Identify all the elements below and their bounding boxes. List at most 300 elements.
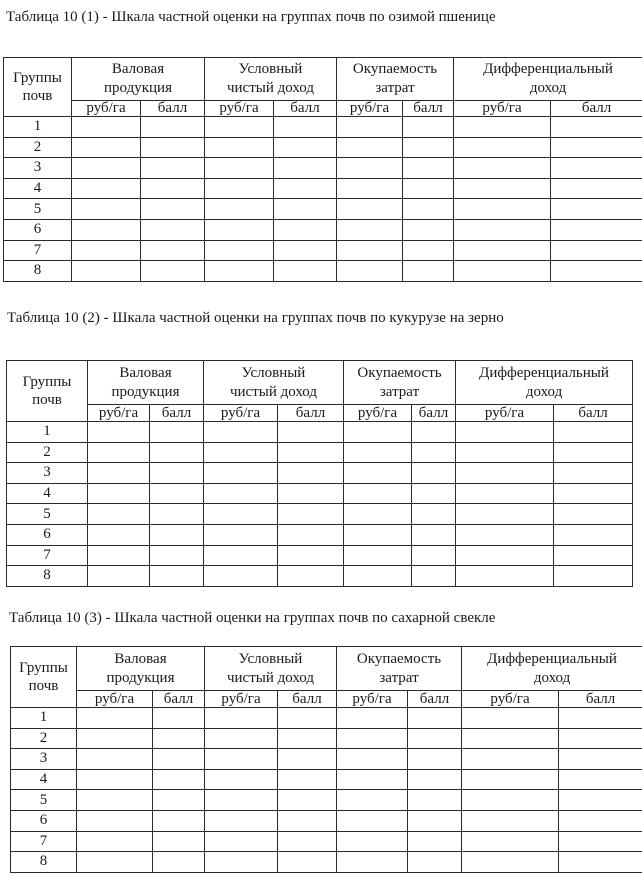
table-row <box>7 442 633 463</box>
empty-cell <box>554 483 633 504</box>
empty-cell <box>337 261 403 282</box>
header-line: Группы <box>22 374 72 390</box>
table-row <box>7 504 633 525</box>
empty-cell <box>454 178 551 199</box>
table-row <box>4 117 642 138</box>
empty-cell <box>278 831 337 852</box>
header-unit: балл <box>408 691 462 708</box>
header-indicator <box>337 58 454 101</box>
table-row <box>4 261 642 282</box>
row-group-number: 5 <box>11 790 77 811</box>
empty-cell <box>205 831 278 852</box>
header-line: Валовая <box>114 650 167 667</box>
header-indicator <box>204 361 344 405</box>
empty-cell <box>551 240 642 261</box>
empty-cell <box>88 524 150 545</box>
empty-cell <box>153 708 205 729</box>
empty-cell <box>204 463 278 484</box>
empty-cell <box>278 810 337 831</box>
empty-cell <box>150 504 204 525</box>
header-indicator <box>205 58 337 101</box>
header-line: затрат <box>379 383 420 400</box>
header-unit: балл <box>559 691 642 708</box>
empty-cell <box>337 219 403 240</box>
empty-cell <box>344 566 412 587</box>
empty-cell <box>559 852 642 873</box>
empty-cell <box>205 790 278 811</box>
header-indicator <box>456 361 633 405</box>
empty-cell <box>454 261 551 282</box>
row-group-number: 6 <box>4 219 72 240</box>
empty-cell <box>77 852 153 873</box>
empty-cell <box>462 831 559 852</box>
empty-cell <box>337 708 408 729</box>
table-row <box>11 790 642 811</box>
header-indicator <box>88 361 204 405</box>
header-unit: балл <box>274 101 337 117</box>
header-indicator <box>205 647 337 691</box>
empty-cell <box>337 178 403 199</box>
table-row <box>7 463 633 484</box>
header-line: Дифференциальный <box>483 61 613 77</box>
empty-cell <box>403 240 454 261</box>
empty-cell <box>278 749 337 770</box>
table-row <box>4 219 642 240</box>
row-group-number: 7 <box>11 831 77 852</box>
header-unit: руб/га <box>456 405 554 422</box>
empty-cell <box>278 790 337 811</box>
empty-cell <box>153 728 205 749</box>
empty-cell <box>153 810 205 831</box>
empty-cell <box>77 728 153 749</box>
row-group-number: 4 <box>7 483 88 504</box>
empty-cell <box>278 545 344 566</box>
empty-cell <box>77 769 153 790</box>
header-unit: балл <box>141 101 205 117</box>
empty-cell <box>551 137 642 158</box>
header-indicator <box>337 647 462 691</box>
assessment-table <box>6 360 633 587</box>
empty-cell <box>141 158 205 179</box>
header-line: Дифференциальный <box>487 650 617 667</box>
empty-cell <box>554 524 633 545</box>
empty-cell <box>274 199 337 220</box>
empty-cell <box>274 137 337 158</box>
empty-cell <box>205 749 278 770</box>
empty-cell <box>141 137 205 158</box>
empty-cell <box>77 831 153 852</box>
header-line: почв <box>32 392 62 408</box>
header-line: почв <box>22 88 53 104</box>
header-unit: руб/га <box>205 101 274 117</box>
empty-cell <box>337 769 408 790</box>
empty-cell <box>559 790 642 811</box>
header-line: доход <box>525 383 563 400</box>
row-group-number: 1 <box>4 117 72 138</box>
empty-cell <box>204 566 278 587</box>
empty-cell <box>141 219 205 240</box>
header-line: продукция <box>106 669 175 686</box>
header-line: чистый доход <box>226 669 315 686</box>
empty-cell <box>274 240 337 261</box>
empty-cell <box>205 117 274 138</box>
empty-cell <box>403 178 454 199</box>
empty-cell <box>274 178 337 199</box>
empty-cell <box>454 117 551 138</box>
empty-cell <box>554 545 633 566</box>
table-row <box>7 422 633 443</box>
row-group-number: 4 <box>4 178 72 199</box>
empty-cell <box>456 422 554 443</box>
empty-cell <box>403 117 454 138</box>
row-group-number: 2 <box>11 728 77 749</box>
empty-cell <box>88 545 150 566</box>
header-line: чистый доход <box>229 383 318 400</box>
empty-cell <box>205 769 278 790</box>
table-row <box>11 708 642 729</box>
header-line: Условный <box>241 364 306 381</box>
empty-cell <box>204 422 278 443</box>
header-unit: руб/га <box>344 405 412 422</box>
empty-cell <box>205 219 274 240</box>
empty-cell <box>551 219 642 240</box>
empty-cell <box>408 749 462 770</box>
header-line: почв <box>28 678 59 694</box>
empty-cell <box>141 199 205 220</box>
empty-cell <box>344 524 412 545</box>
empty-cell <box>456 566 554 587</box>
empty-cell <box>141 240 205 261</box>
empty-cell <box>408 790 462 811</box>
empty-cell <box>88 504 150 525</box>
header-unit: балл <box>554 405 633 422</box>
empty-cell <box>337 790 408 811</box>
empty-cell <box>344 483 412 504</box>
header-unit: руб/га <box>88 405 150 422</box>
empty-cell <box>274 117 337 138</box>
empty-cell <box>344 463 412 484</box>
empty-cell <box>150 442 204 463</box>
empty-cell <box>559 769 642 790</box>
empty-cell <box>559 708 642 729</box>
empty-cell <box>72 158 141 179</box>
empty-cell <box>337 810 408 831</box>
empty-cell <box>412 566 456 587</box>
header-indicator <box>77 647 205 691</box>
empty-cell <box>408 708 462 729</box>
header-unit: руб/га <box>337 101 403 117</box>
empty-cell <box>88 442 150 463</box>
empty-cell <box>337 831 408 852</box>
table-row <box>4 178 642 199</box>
header-soil-groups <box>4 58 72 117</box>
header-unit: балл <box>153 691 205 708</box>
empty-cell <box>150 524 204 545</box>
header-line: Дифференциальный <box>479 364 609 381</box>
empty-cell <box>559 728 642 749</box>
empty-cell <box>141 261 205 282</box>
empty-cell <box>205 158 274 179</box>
empty-cell <box>153 749 205 770</box>
header-unit: руб/га <box>72 101 141 117</box>
empty-cell <box>278 769 337 790</box>
empty-cell <box>205 137 274 158</box>
empty-cell <box>150 422 204 443</box>
empty-cell <box>462 728 559 749</box>
empty-cell <box>278 524 344 545</box>
table-row <box>7 566 633 587</box>
empty-cell <box>72 261 141 282</box>
empty-cell <box>204 524 278 545</box>
empty-cell <box>153 852 205 873</box>
row-group-number: 8 <box>4 261 72 282</box>
header-line: Валовая <box>111 61 165 77</box>
empty-cell <box>412 463 456 484</box>
empty-cell <box>204 504 278 525</box>
empty-cell <box>454 240 551 261</box>
header-unit: руб/га <box>77 691 153 708</box>
header-unit: балл <box>403 101 454 117</box>
header-indicator <box>72 58 205 101</box>
empty-cell <box>559 749 642 770</box>
empty-cell <box>344 442 412 463</box>
empty-cell <box>278 422 344 443</box>
header-unit: руб/га <box>462 691 559 708</box>
header-line: Группы <box>13 70 62 86</box>
empty-cell <box>403 261 454 282</box>
empty-cell <box>408 831 462 852</box>
empty-cell <box>462 708 559 729</box>
empty-cell <box>454 137 551 158</box>
empty-cell <box>462 749 559 770</box>
empty-cell <box>337 158 403 179</box>
row-group-number: 3 <box>7 463 88 484</box>
empty-cell <box>462 769 559 790</box>
empty-cell <box>337 749 408 770</box>
empty-cell <box>412 504 456 525</box>
header-unit: балл <box>278 405 344 422</box>
empty-cell <box>554 463 633 484</box>
empty-cell <box>456 442 554 463</box>
empty-cell <box>412 483 456 504</box>
header-line: продукция <box>104 80 172 96</box>
empty-cell <box>77 790 153 811</box>
empty-cell <box>337 728 408 749</box>
table-row <box>11 852 642 873</box>
empty-cell <box>88 483 150 504</box>
empty-cell <box>454 158 551 179</box>
empty-cell <box>77 810 153 831</box>
empty-cell <box>88 566 150 587</box>
table-row <box>11 769 642 790</box>
table-row <box>11 749 642 770</box>
empty-cell <box>150 566 204 587</box>
header-unit: балл <box>412 405 456 422</box>
empty-cell <box>278 504 344 525</box>
empty-cell <box>205 728 278 749</box>
header-line: доход <box>529 80 567 96</box>
empty-cell <box>72 240 141 261</box>
empty-cell <box>337 240 403 261</box>
header-unit: балл <box>150 405 204 422</box>
empty-cell <box>278 442 344 463</box>
empty-cell <box>88 463 150 484</box>
empty-cell <box>278 566 344 587</box>
header-line: доход <box>533 669 571 686</box>
empty-cell <box>551 178 642 199</box>
empty-cell <box>551 158 642 179</box>
header-unit: балл <box>278 691 337 708</box>
header-line: Условный <box>238 61 303 77</box>
empty-cell <box>337 199 403 220</box>
empty-cell <box>150 463 204 484</box>
empty-cell <box>204 442 278 463</box>
empty-cell <box>554 566 633 587</box>
empty-cell <box>408 728 462 749</box>
empty-cell <box>408 810 462 831</box>
empty-cell <box>204 545 278 566</box>
empty-cell <box>456 524 554 545</box>
empty-cell <box>412 545 456 566</box>
table-row <box>4 240 642 261</box>
header-line: затрат <box>379 669 419 686</box>
empty-cell <box>205 199 274 220</box>
empty-cell <box>559 810 642 831</box>
table-row <box>4 199 642 220</box>
empty-cell <box>344 545 412 566</box>
table-row <box>11 810 642 831</box>
empty-cell <box>274 261 337 282</box>
row-group-number: 2 <box>7 442 88 463</box>
empty-cell <box>72 199 141 220</box>
row-group-number: 8 <box>11 852 77 873</box>
empty-cell <box>456 545 554 566</box>
row-group-number: 3 <box>4 158 72 179</box>
empty-cell <box>403 219 454 240</box>
row-group-number: 6 <box>7 524 88 545</box>
empty-cell <box>412 422 456 443</box>
header-line: Валовая <box>119 364 172 381</box>
row-group-number: 1 <box>7 422 88 443</box>
table-row <box>7 524 633 545</box>
table-caption: Таблица 10 (3) - Шкала частной оценки на группах почв по сахарной свекле <box>9 610 496 626</box>
empty-cell <box>337 117 403 138</box>
row-group-number: 7 <box>7 545 88 566</box>
empty-cell <box>278 483 344 504</box>
header-soil-groups <box>11 647 77 708</box>
header-unit: балл <box>551 101 642 117</box>
header-indicator <box>462 647 642 691</box>
empty-cell <box>403 137 454 158</box>
table-caption: Таблица 10 (1) - Шкала частной оценки на группах почв по озимой пшенице <box>6 9 496 25</box>
table-row <box>4 158 642 179</box>
empty-cell <box>456 504 554 525</box>
empty-cell <box>278 728 337 749</box>
header-unit: руб/га <box>337 691 408 708</box>
row-group-number: 3 <box>11 749 77 770</box>
empty-cell <box>141 178 205 199</box>
table-row <box>4 137 642 158</box>
header-line: Окупаемость <box>357 364 442 381</box>
header-line: чистый доход <box>226 80 315 96</box>
empty-cell <box>462 810 559 831</box>
empty-cell <box>204 483 278 504</box>
table-row <box>7 483 633 504</box>
row-group-number: 4 <box>11 769 77 790</box>
row-group-number: 7 <box>4 240 72 261</box>
empty-cell <box>408 852 462 873</box>
header-unit: руб/га <box>454 101 551 117</box>
empty-cell <box>205 810 278 831</box>
empty-cell <box>278 463 344 484</box>
empty-cell <box>205 708 278 729</box>
empty-cell <box>337 852 408 873</box>
empty-cell <box>141 117 205 138</box>
row-group-number: 5 <box>7 504 88 525</box>
empty-cell <box>77 749 153 770</box>
empty-cell <box>412 442 456 463</box>
row-group-number: 6 <box>11 810 77 831</box>
empty-cell <box>551 261 642 282</box>
empty-cell <box>554 442 633 463</box>
row-group-number: 8 <box>7 566 88 587</box>
empty-cell <box>403 199 454 220</box>
table-row <box>11 728 642 749</box>
empty-cell <box>456 463 554 484</box>
empty-cell <box>412 524 456 545</box>
header-line: затрат <box>375 80 415 96</box>
empty-cell <box>454 199 551 220</box>
row-group-number: 1 <box>11 708 77 729</box>
empty-cell <box>344 504 412 525</box>
assessment-table <box>10 646 642 873</box>
empty-cell <box>554 504 633 525</box>
table-row <box>11 831 642 852</box>
empty-cell <box>551 117 642 138</box>
empty-cell <box>554 422 633 443</box>
header-indicator <box>344 361 456 405</box>
empty-cell <box>150 483 204 504</box>
empty-cell <box>205 240 274 261</box>
empty-cell <box>205 261 274 282</box>
empty-cell <box>150 545 204 566</box>
empty-cell <box>72 117 141 138</box>
table-caption: Таблица 10 (2) - Шкала частной оценки на группах почв по кукурузе на зерно <box>7 310 504 326</box>
empty-cell <box>205 178 274 199</box>
empty-cell <box>72 137 141 158</box>
empty-cell <box>274 219 337 240</box>
empty-cell <box>462 790 559 811</box>
empty-cell <box>72 219 141 240</box>
header-soil-groups <box>7 361 88 422</box>
empty-cell <box>278 708 337 729</box>
empty-cell <box>274 158 337 179</box>
header-unit: руб/га <box>205 691 278 708</box>
empty-cell <box>205 852 278 873</box>
row-group-number: 5 <box>4 199 72 220</box>
empty-cell <box>88 422 150 443</box>
header-line: Окупаемость <box>352 61 438 77</box>
empty-cell <box>153 790 205 811</box>
empty-cell <box>337 137 403 158</box>
row-group-number: 2 <box>4 137 72 158</box>
assessment-table <box>3 57 642 282</box>
empty-cell <box>77 708 153 729</box>
empty-cell <box>551 199 642 220</box>
empty-cell <box>559 831 642 852</box>
empty-cell <box>153 769 205 790</box>
empty-cell <box>454 219 551 240</box>
